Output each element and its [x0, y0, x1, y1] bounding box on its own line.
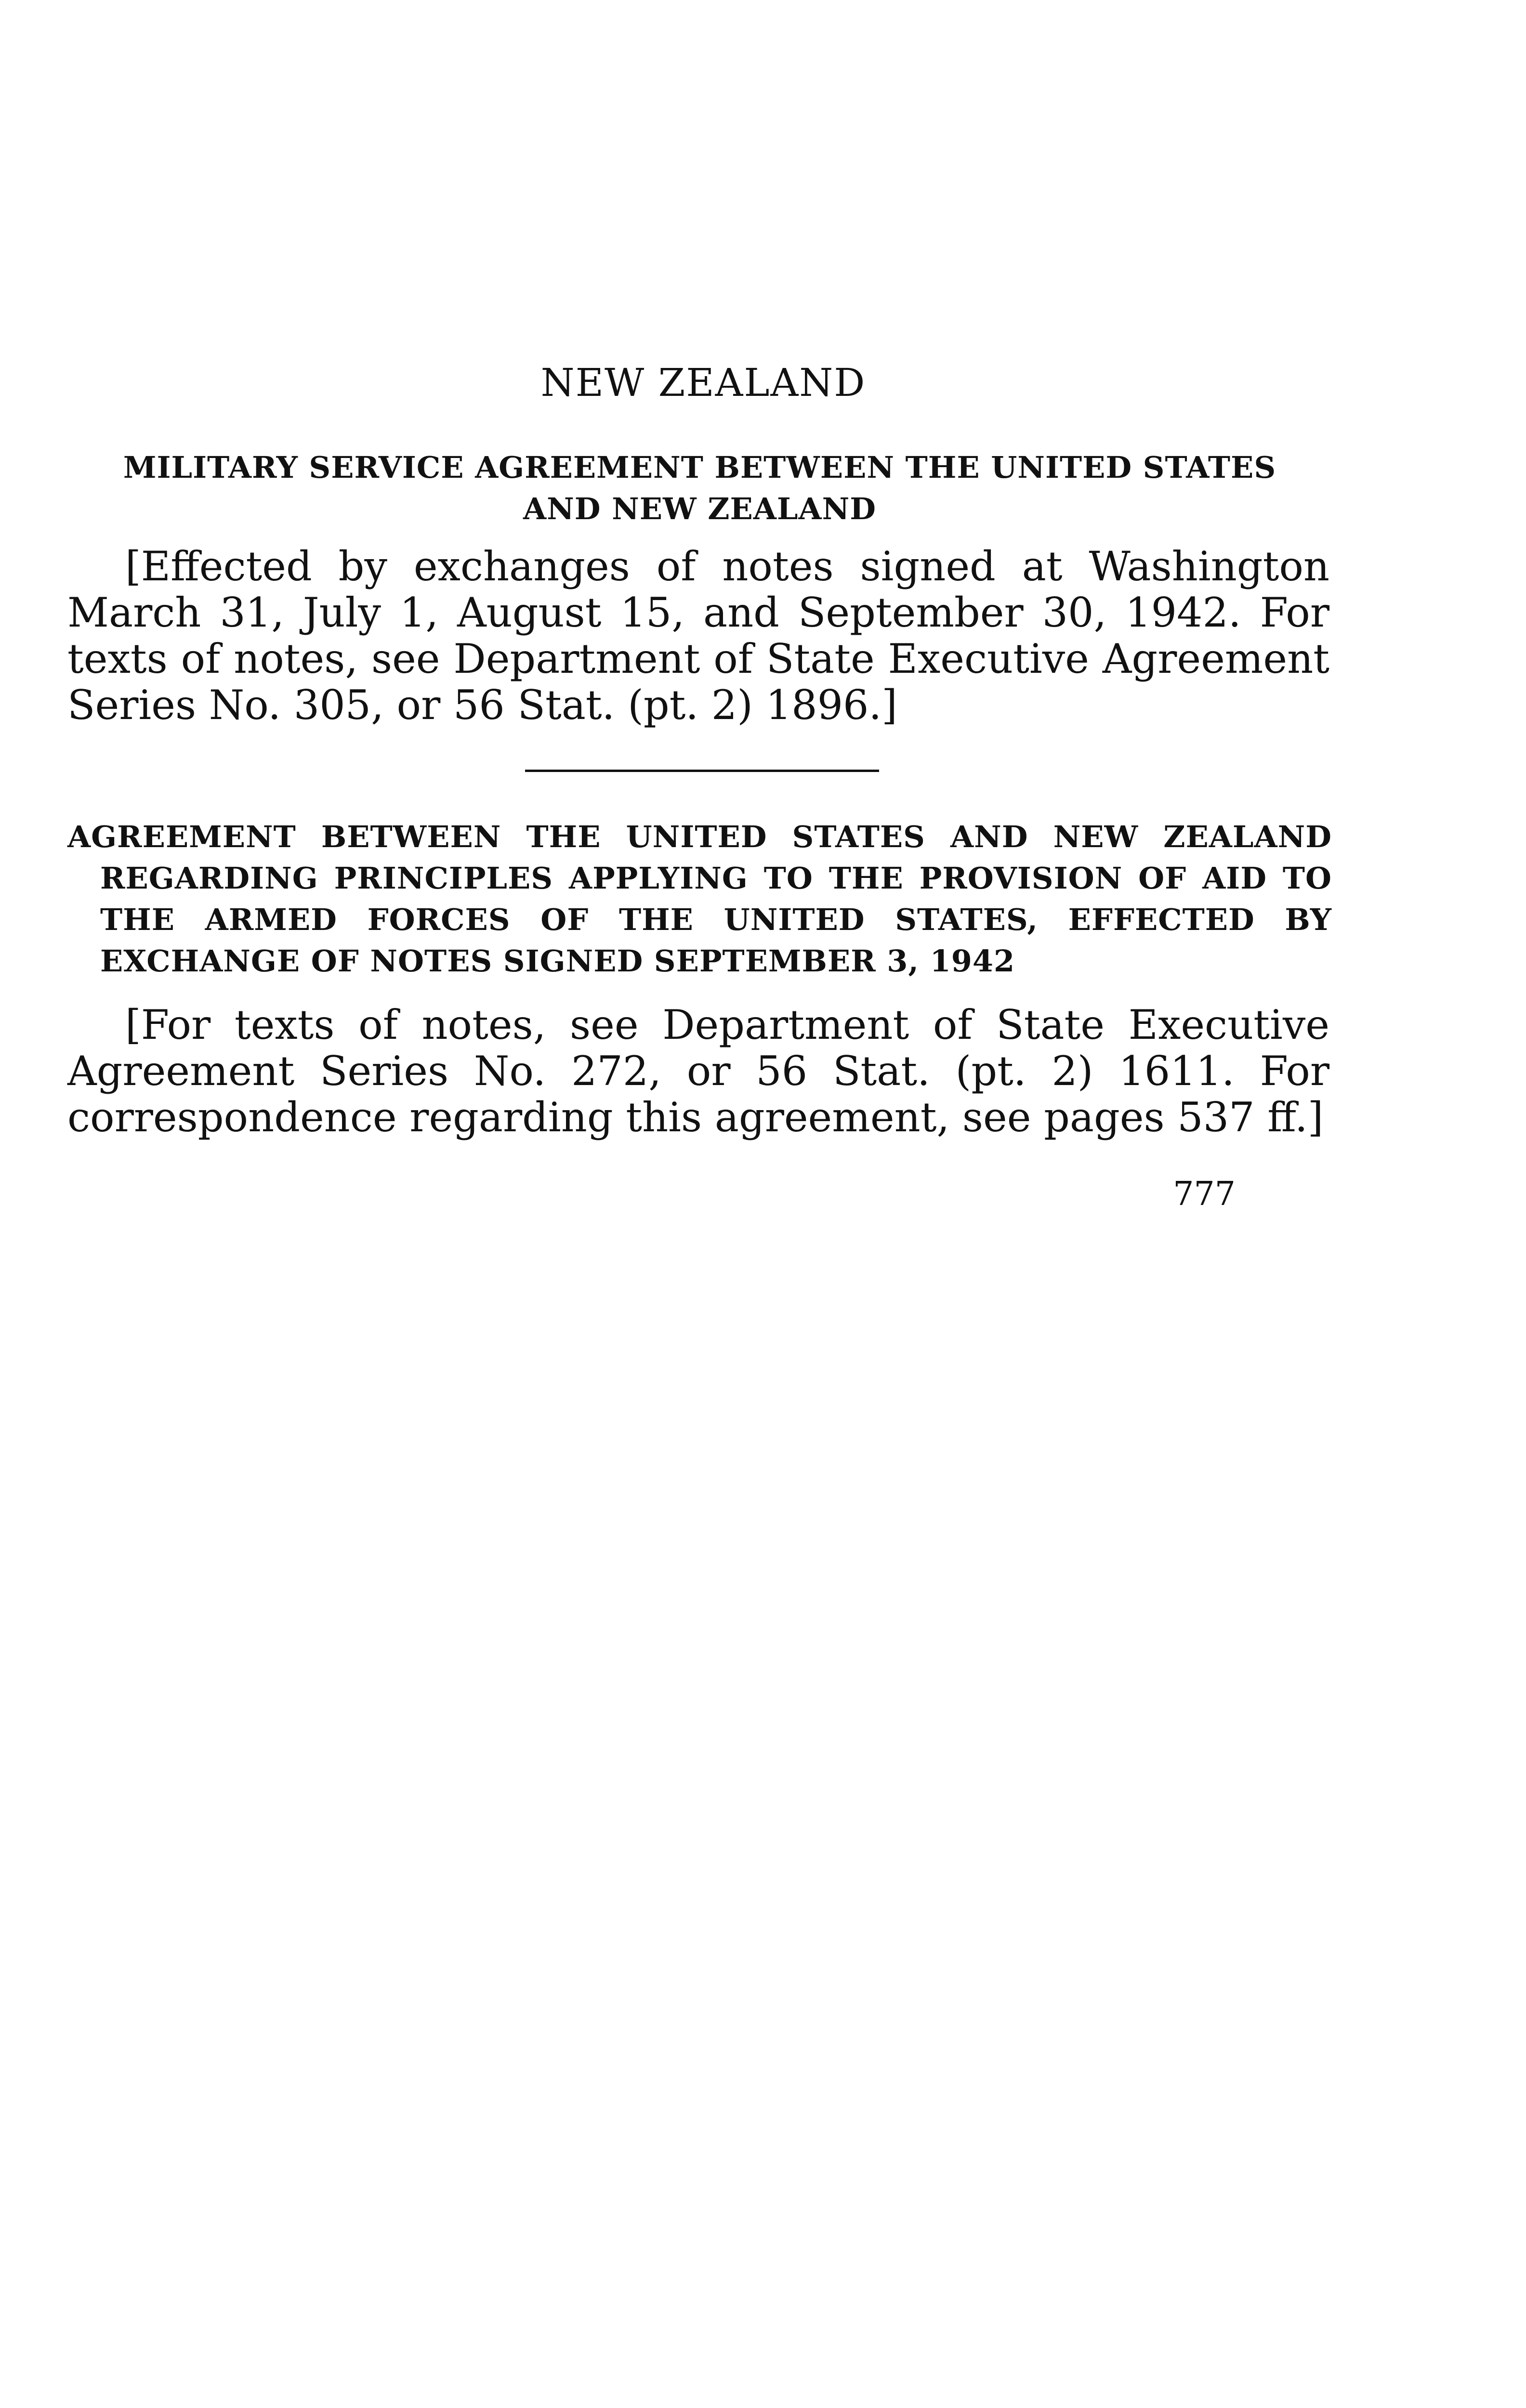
aid-agreement-heading-continuation: REGARDING PRINCIPLES APPLYING TO THE PROVISION OF AID TO THE ARMED FORCES OF THE UNITED STATES, EFFECTED BY EXCHANGE OF NOTES SIGNED SEPTEMBER 3, 1942	[100, 861, 1332, 979]
military-service-agreement-heading: MILITARY SERVICE AGREEMENT BETWEEN THE UNITED STATES AND NEW ZEALAND	[123, 450, 1276, 526]
military-service-agreement-note	[67, 543, 1329, 728]
military-service-agreement-note-text: [Effected by exchanges of notes signed at Washington March 31, July 1, August 15, and September 30, 1942. For texts of notes, see Department of State Executive Agreement Series No. 305, or 56 Stat. (pt. 2) 1896.]	[67, 543, 1329, 729]
aid-agreement-note-text: [For texts of notes, see Department of State Executive Agreement Series No. 272, or 56 Stat. (pt. 2) 1611. For correspondence regarding this agreement, see pages 537 ff.]	[67, 1001, 1329, 1141]
page-number: 777	[1173, 1175, 1236, 1213]
aid-agreement-heading-first-line: AGREEMENT BETWEEN THE UNITED STATES AND NEW ZEALAND	[67, 819, 1332, 854]
section-divider	[525, 770, 879, 772]
country-heading: NEW ZEALAND	[540, 360, 866, 405]
aid-agreement-heading	[67, 816, 1332, 982]
aid-agreement-note	[67, 1002, 1329, 1140]
